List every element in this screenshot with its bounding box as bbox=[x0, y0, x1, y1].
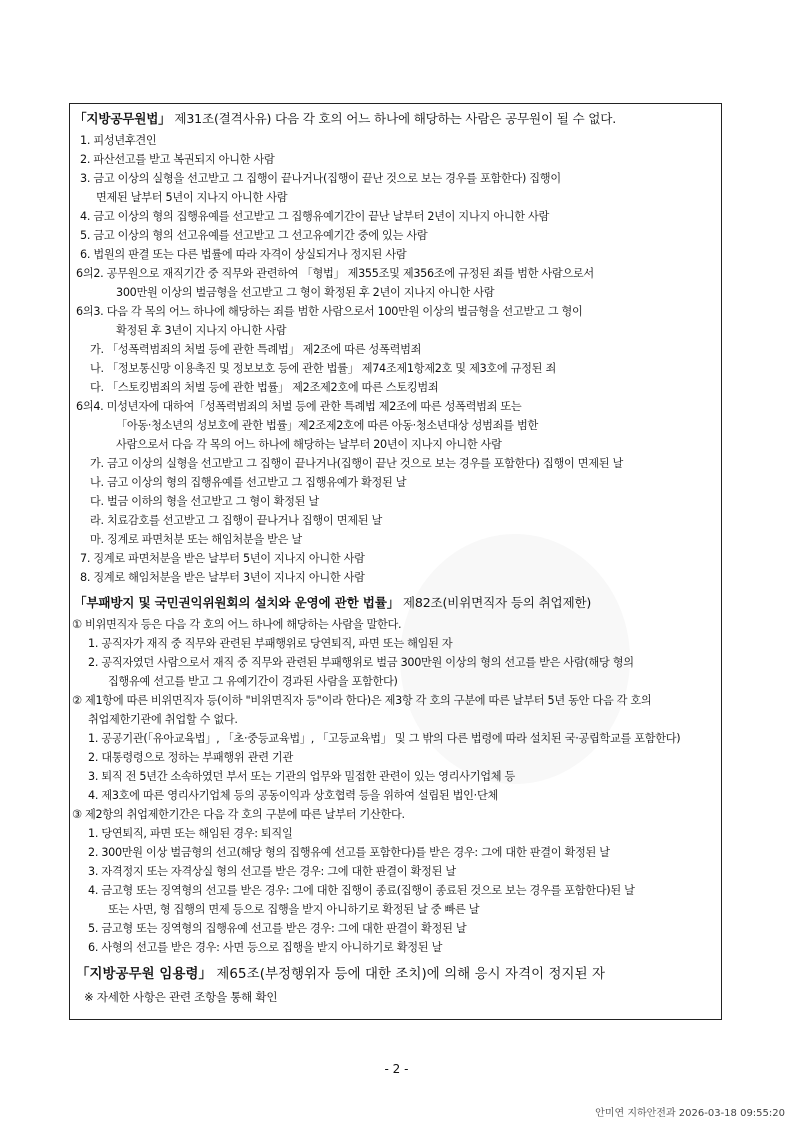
list-item: ② 제1항에 따른 비위면직자 등(이하 "비위면직자 등"이라 한다)은 제3항 각 호의 구분에 따른 날부터 5년 동안 다음 각 호의 bbox=[72, 694, 652, 707]
list-item: 4. 제3호에 따른 영리사기업체 등의 공동이익과 상호협력 등을 위하여 설립된 법인·단체 bbox=[88, 789, 498, 802]
list-item: 3. 자격정지 또는 자격상실 형의 선고를 받은 경우: 그에 대한 판결이 확정된 날 bbox=[88, 865, 456, 878]
list-item: 「아동·청소년의 성보호에 관한 법률」제2조제2호에 따른 아동·청소년대상 성범죄를 범한 bbox=[116, 419, 538, 432]
list-item: 6의4. 미성년자에 대하여「성폭력범죄의 처벌 등에 관한 특례법 제2조에 따른 성폭력범죄 또는 bbox=[76, 400, 522, 413]
list-item: ① 비위면직자 등은 다음 각 호의 어느 하나에 해당하는 사람을 말한다. bbox=[72, 618, 402, 631]
list-item: 라. 치료감호를 선고받고 그 집행이 끝나거나 집행이 면제된 날 bbox=[90, 514, 382, 527]
list-item: 2. 파산선고를 받고 복권되지 아니한 사람 bbox=[80, 153, 275, 166]
document-box bbox=[69, 103, 722, 1020]
list-item: 다. 벌금 이하의 형을 선고받고 그 형이 확정된 날 bbox=[90, 495, 319, 508]
page-number: - 2 - bbox=[384, 1062, 409, 1076]
list-item: 사람으로서 다음 각 목의 어느 하나에 해당하는 날부터 20년이 지나지 아니한 사람 bbox=[116, 438, 502, 451]
list-item: 가. 금고 이상의 실형을 선고받고 그 집행이 끝나거나(집행이 끝난 것으로 보는 경우를 포함한다) 집행이 면제된 날 bbox=[90, 457, 624, 470]
list-item: 마. 징계로 파면처분 또는 해임처분을 받은 날 bbox=[90, 533, 302, 546]
list-item: 6. 사형의 선고를 받은 경우: 사면 등으로 집행을 받지 아니하기로 확정된 날 bbox=[88, 941, 443, 954]
note-text: ※ 자세한 사항은 관련 조항을 통해 확인 bbox=[84, 990, 278, 1004]
law-title: 「지방공무원법」 bbox=[74, 111, 171, 126]
list-item: 또는 사면, 형 집행의 면제 등으로 집행을 받지 아니하기로 확정된 날 중 빠른 날 bbox=[108, 903, 480, 916]
list-item: 4. 금고 이상의 형의 집행유예를 선고받고 그 집행유예기간이 끝난 날부터 2년이 지나지 아니한 사람 bbox=[80, 210, 550, 223]
article-title: 제31조(결격사유) 다음 각 호의 어느 하나에 해당하는 사람은 공무원이 될 수 없다. bbox=[170, 111, 617, 126]
list-item: 3. 퇴직 전 5년간 소속하였던 부서 또는 기관의 업무와 밀접한 관련이 있는 영리사기업체 등 bbox=[88, 770, 515, 783]
list-item: 나. 금고 이상의 형의 집행유예를 선고받고 그 집행유예가 확정된 날 bbox=[90, 476, 407, 489]
list-item: 나. 「정보통신망 이용촉진 및 정보보호 등에 관한 법률」 제74조제1항제2호 및 제3호에 규정된 죄 bbox=[90, 362, 556, 375]
list-item: 6의3. 다음 각 목의 어느 하나에 해당하는 죄를 범한 사람으로서 100만원 이상의 벌금형을 선고받고 그 형이 bbox=[76, 305, 583, 318]
list-item: 3. 금고 이상의 실형을 선고받고 그 집행이 끝나거나(집행이 끝난 것으로 보는 경우를 포함한다) 집행이 bbox=[80, 172, 561, 185]
list-item: 4. 금고형 또는 징역형의 선고를 받은 경우: 그에 대한 집행이 종료(집행이 종료된 것으로 보는 경우를 포함한다)된 날 bbox=[88, 884, 635, 897]
list-item: 가. 「성폭력범죄의 처벌 등에 관한 특례법」 제2조에 따른 성폭력범죄 bbox=[90, 343, 422, 356]
list-item: 확정된 후 3년이 지나지 아니한 사람 bbox=[116, 324, 287, 337]
list-item: 다. 「스토킹범죄의 처벌 등에 관한 법률」 제2조제2호에 따른 스토킹범죄 bbox=[90, 381, 439, 394]
list-item: 1. 피성년후견인 bbox=[80, 134, 157, 147]
footer-stamp: 안미연 지하안전과 2026-03-18 09:55:20 bbox=[595, 1108, 785, 1119]
list-item: 2. 300만원 이상 벌금형의 선고(해당 형의 집행유예 선고를 포함한다)를 받은 경우: 그에 대한 판결이 확정된 날 bbox=[88, 846, 610, 859]
list-item: 5. 금고형 또는 징역형의 집행유예 선고를 받은 경우: 그에 대한 판결이 확정된 날 bbox=[88, 922, 467, 935]
list-item: 6. 법원의 판결 또는 다른 법률에 따라 자격이 상실되거나 정지된 사람 bbox=[80, 248, 407, 261]
list-item: 면제된 날부터 5년이 지나지 아니한 사람 bbox=[96, 191, 288, 204]
list-item: 300만원 이상의 벌금형을 선고받고 그 형이 확정된 후 2년이 지나지 아니한 사람 bbox=[116, 286, 495, 299]
list-item: 1. 공공기관(「유아교육법」, 「초·중등교육법」, 「고등교육법」 및 그 밖의 다른 법령에 따라 설치된 국·공립학교를 포함한다) bbox=[88, 732, 681, 745]
list-item: 취업제한기관에 취업할 수 없다. bbox=[88, 713, 238, 726]
section1-heading bbox=[74, 112, 616, 126]
list-item: 1. 공직자가 재직 중 직무와 관련된 부패행위로 당연퇴직, 파면 또는 해임된 자 bbox=[88, 637, 453, 650]
list-item: ③ 제2항의 취업제한기간은 다음 각 호의 구분에 따른 날부터 기산한다. bbox=[72, 808, 405, 821]
list-item: 7. 징계로 파면처분을 받은 날부터 5년이 지나지 아니한 사람 bbox=[80, 552, 365, 565]
section3-heading bbox=[76, 968, 605, 982]
law-title: 「지방공무원 임용령」 bbox=[76, 967, 213, 982]
section2-heading bbox=[74, 596, 591, 610]
list-item: 집행유예 선고를 받고 그 유예기간이 경과된 사람을 포함한다) bbox=[108, 675, 398, 688]
law-title: 「부패방지 및 국민권익위원회의 설치와 운영에 관한 법률」 bbox=[74, 595, 400, 610]
list-item: 5. 금고 이상의 형의 선고유예를 선고받고 그 선고유예기간 중에 있는 사람 bbox=[80, 229, 428, 242]
article-title: 제65조(부정행위자 등에 대한 조치)에 의해 응시 자격이 정지된 자 bbox=[212, 967, 606, 982]
list-item: 6의2. 공무원으로 재직기간 중 직무와 관련하여 「형법」 제355조및 제356조에 규정된 죄를 범한 사람으로서 bbox=[76, 267, 594, 280]
list-item: 2. 대통령령으로 정하는 부패행위 관련 기관 bbox=[88, 751, 293, 764]
list-item: 8. 징계로 해임처분을 받은 날부터 3년이 지나지 아니한 사람 bbox=[80, 571, 365, 584]
list-item: 2. 공직자였던 사람으로서 재직 중 직무와 관련된 부패행위로 벌금 300만원 이상의 형의 선고를 받은 사람(해당 형의 bbox=[88, 656, 634, 669]
article-title: 제82조(비위면직자 등의 취업제한) bbox=[399, 595, 592, 610]
list-item: 1. 당연퇴직, 파면 또는 해임된 경우: 퇴직일 bbox=[88, 827, 293, 840]
